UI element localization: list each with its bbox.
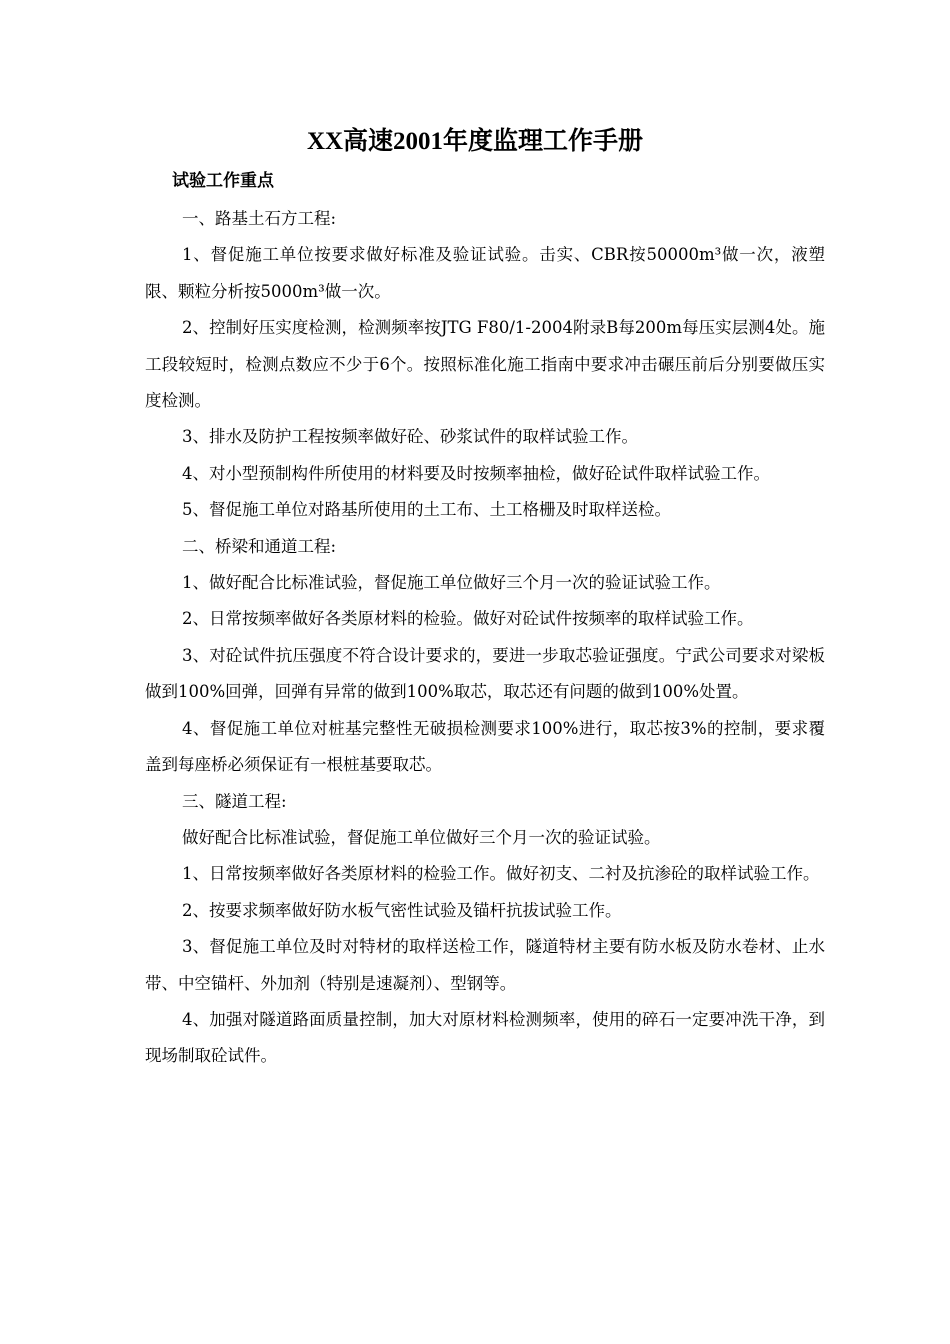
document-body <box>145 201 825 1075</box>
paragraph: 1、督促施工单位按要求做好标准及验证试验。击实、CBR按50000m³做一次，液塑限、颗粒分析按5000m³做一次。 <box>145 245 825 301</box>
paragraph: 3、对砼试件抗压强度不符合设计要求的，要进一步取芯验证强度。宁武公司要求对梁板做到100%回弹，回弹有异常的做到100%取芯，取芯还有问题的做到100%处置。 <box>145 645 825 702</box>
paragraph: 2、日常按频率做好各类原材料的检验。做好对砼试件按频率的取样试验工作。 <box>182 609 754 629</box>
paragraph: 2、控制好压实度检测，检测频率按JTG F80/1-2004附录B每200m每压实层测4处。施工段较短时，检测点数应不少于6个。按照标准化施工指南中要求冲击碾压前后分别要做压实度检测。 <box>145 318 825 411</box>
heading-bridge: 二、桥梁和通道工程: <box>182 536 337 556</box>
paragraph: 1、日常按频率做好各类原材料的检验工作。做好初支、二衬及抗渗砼的取样试验工作。 <box>182 864 820 884</box>
paragraph: 4、对小型预制构件所使用的材料要及时按频率抽检，做好砼试件取样试验工作。 <box>182 463 770 483</box>
paragraph: 4、加强对隧道路面质量控制，加大对原材料检测频率，使用的碎石一定要冲洗干净，到现场制取砼试件。 <box>145 1009 825 1066</box>
paragraph: 4、督促施工单位对桩基完整性无破损检测要求100%进行，取芯按3%的控制，要求覆盖到每座桥必须保证有一根桩基要取芯。 <box>145 718 825 775</box>
paragraph: 3、督促施工单位及时对特材的取样送检工作，隧道特材主要有防水板及防水卷材、止水带、中空锚杆、外加剂（特别是速凝剂）、型钢等。 <box>145 937 825 993</box>
heading-subgrade: 一、路基土石方工程: <box>182 209 337 228</box>
heading-tunnel: 三、隧道工程: <box>182 791 287 811</box>
section-heading: 试验工作重点 <box>172 171 274 191</box>
paragraph: 5、督促施工单位对路基所使用的土工布、土工格栅及时取样送检。 <box>182 500 671 520</box>
paragraph: 3、排水及防护工程按频率做好砼、砂浆试件的取样试验工作。 <box>182 427 638 447</box>
paragraph: 2、按要求频率做好防水板气密性试验及锚杆抗拔试验工作。 <box>182 900 622 920</box>
paragraph: 做好配合比标准试验，督促施工单位做好三个月一次的验证试验。 <box>182 827 661 847</box>
paragraph: 1、做好配合比标准试验，督促施工单位做好三个月一次的验证试验工作。 <box>182 573 721 593</box>
document-title: XX高速2001年度监理工作手册 <box>306 128 644 155</box>
